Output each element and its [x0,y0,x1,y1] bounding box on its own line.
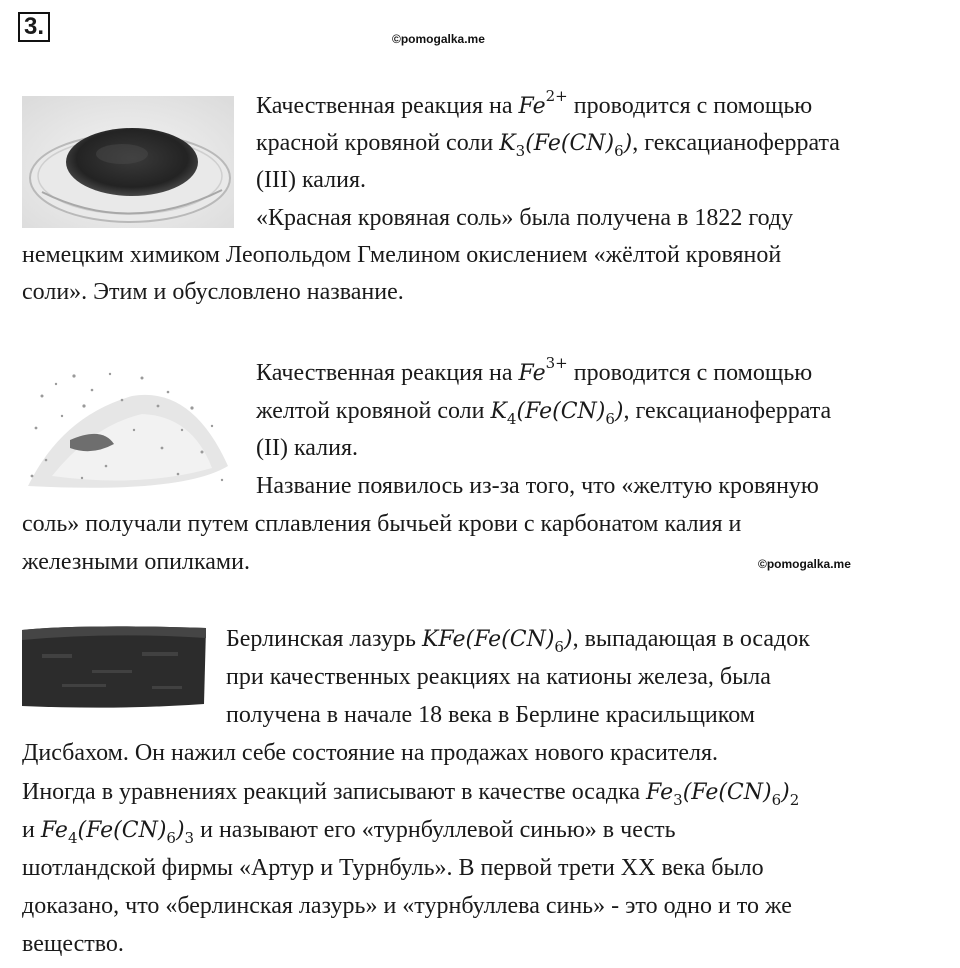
ion-formula: Fe [518,361,546,386]
section3-line3: получена в начале 18 века в Берлине красильщиком [226,702,755,728]
section2-line1: Качественная реакция на $Fe^{3+}$ проводится с помощью [256,354,813,386]
section2-line4: Название появилось из-за того, что «желтую кровяную [256,473,819,499]
dish-with-dark-powder-icon [22,96,234,228]
section3-line2: при качественных реакциях на катионы железа, была [226,664,771,690]
section3-line4: Дисбахом. Он нажил себе состояние на продажах нового красителя. [22,740,719,766]
section3-line8: доказано, что «берлинская лазурь» и «турнбуллева синь» - это одно и то же [22,893,792,919]
section1-line6: соли». Этим и обусловлено название. [22,279,404,305]
section2-line2: желтой кровяной соли $K_4(Fe(CN)_6)$, гексацианоферрата [256,398,832,428]
salt-formula: K [499,131,516,156]
section3-line6: и $Fe_4(Fe(CN)_6)_3$ и называют его «турнбуллевой синью» в честь [22,817,676,847]
precipitate-formula: Fe [646,780,674,805]
section3-line9: вещество. [22,931,124,957]
pigment-formula: KFe(Fe(CN) [421,627,555,652]
watermark: ©pomogalka.me [392,32,485,46]
section2-line6: железными опилками. [22,549,250,575]
section3-line5: Иногда в уравнениях реакций записывают в качестве осадка $Fe_3(Fe(CN)_6)_2$ [22,779,800,809]
task-number: 3. [18,12,50,42]
section2-line3: (II) калия. [256,435,358,461]
white-crystals-pile-icon [22,356,234,496]
section1-line2: красной кровяной соли $K_3(Fe(CN)_6)$, гексацианоферрата [256,130,840,160]
watermark: ©pomogalka.me [758,557,851,571]
dark-blue-pigment-icon [22,624,206,710]
section2-line5: соль» получали путем сплавления бычьей крови с карбонатом калия и [22,511,742,537]
section1-line5: немецким химиком Леопольдом Гмелином окислением «жёлтой кровяной [22,242,782,268]
ion-formula: Fe [518,94,546,119]
precipitate-formula: Fe [40,818,68,843]
yellow-blood-salt-photo [22,356,234,496]
red-blood-salt-photo [22,96,234,228]
section3-line7: шотландской фирмы «Артур и Турнбуль». В первой трети XX века было [22,855,764,881]
section1-line3: (III) калия. [256,167,366,193]
section3-line1: Берлинская лазурь $KFe(Fe(CN)_6)$, выпадающая в осадок [226,626,810,656]
section1-line1: Качественная реакция на $Fe^{2+}$ проводится с помощью [256,87,813,119]
prussian-blue-photo [22,624,206,710]
salt-formula: K [490,399,507,424]
section1-line4: «Красная кровяная соль» была получена в 1822 году [256,205,794,231]
